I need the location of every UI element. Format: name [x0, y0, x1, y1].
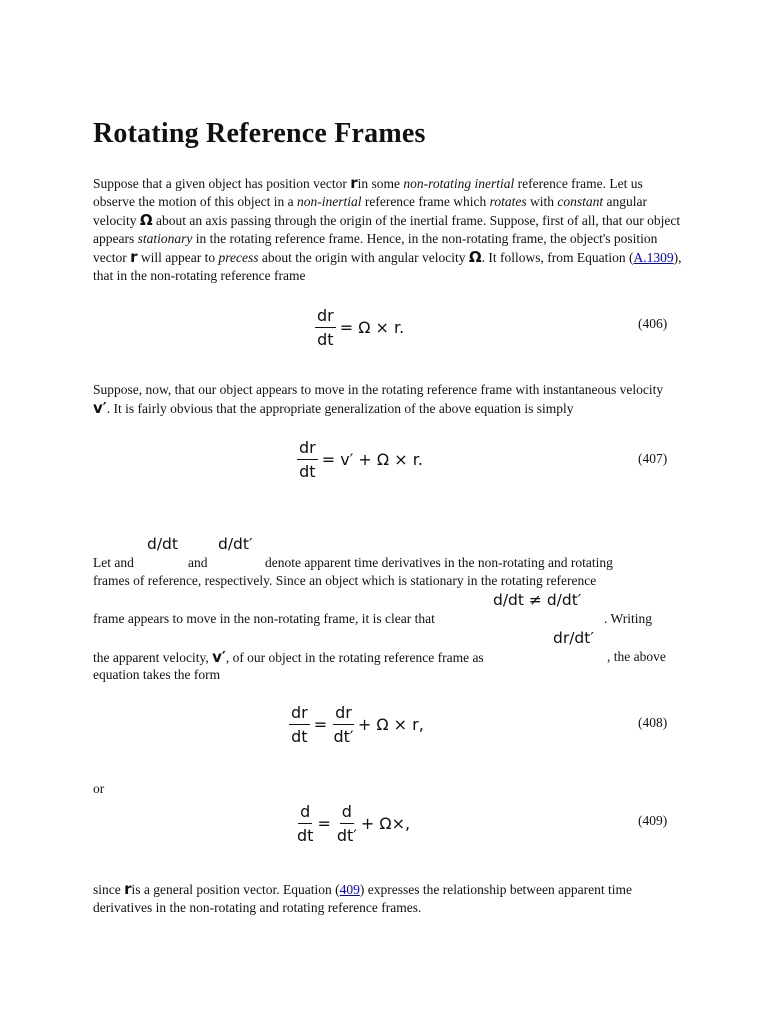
position-vector-symbol: r: [350, 174, 358, 192]
text: with: [526, 194, 558, 209]
equation-link-409[interactable]: 409: [339, 882, 360, 897]
text: in the rotating reference frame. Hence, in the non-rotating frame, the object's position vector: [93, 231, 658, 265]
text: the apparent velocity,: [93, 650, 213, 665]
equals-sign: =: [317, 814, 331, 833]
text: reference frame which: [361, 194, 490, 209]
denominator: dt: [299, 462, 316, 481]
text-line: [93, 648, 484, 667]
text: Suppose that a given object has position vector: [93, 176, 351, 191]
text-line: denote apparent time derivatives in the non-rotating and rotating: [265, 555, 613, 570]
text: . It follows, from Equation (: [481, 250, 634, 265]
text-line: frame appears to move in the non-rotating frame, it is clear that: [93, 611, 435, 626]
text-or: or: [93, 781, 105, 796]
emphasis: constant: [557, 194, 604, 209]
equation-number-407: (407): [638, 451, 668, 466]
math-d-dt-prime: d/dt′: [218, 535, 253, 553]
fraction: [289, 703, 310, 746]
text: since: [93, 882, 125, 897]
text: in some: [357, 176, 404, 191]
text: angular velocity: [93, 194, 648, 228]
omega-symbol: Ω: [468, 248, 482, 266]
denominator: dt: [317, 330, 334, 349]
text-line: [93, 554, 134, 572]
text-line: equation takes the form: [93, 667, 221, 682]
denominator: dt′: [333, 727, 354, 746]
velocity-symbol: v′: [93, 399, 107, 417]
equation-407: [297, 438, 423, 481]
denominator: dt: [291, 727, 308, 746]
text: reference frame. Let us observe the motion of this object in a: [93, 176, 643, 209]
equation-rhs: + Ω×,: [360, 814, 411, 833]
equation-408: [289, 703, 424, 746]
equation-406: [315, 306, 404, 349]
math-d-dt: d/dt: [147, 535, 178, 553]
omega-symbol: Ω: [139, 211, 153, 229]
text-line: , the above: [607, 649, 666, 664]
emphasis: non-inertial: [296, 194, 362, 209]
fraction: [337, 802, 357, 845]
text-line: frames of reference, respectively. Since an object which is stationary in the rotating reference: [93, 573, 597, 588]
paragraph-moving-object: [93, 381, 683, 418]
paragraph-intro: [93, 174, 683, 285]
text: about the origin with angular velocity: [258, 250, 469, 265]
equation-number-406: (406): [638, 316, 668, 331]
text-line: . Writing: [604, 611, 652, 626]
fraction: [333, 703, 354, 746]
text: will appear to: [137, 250, 219, 265]
page-title: Rotating Reference Frames: [93, 118, 426, 149]
text-line: and: [188, 555, 208, 570]
equation-409: [297, 802, 410, 845]
text: Suppose, now, that our object appears to move in the rotating reference frame with instantaneous velocity: [93, 382, 664, 397]
emphasis: non-rotating inertial: [403, 176, 515, 191]
equals-sign: =: [313, 715, 328, 734]
emphasis: rotates: [489, 194, 527, 209]
text: Let and: [93, 555, 134, 570]
text: is a general position vector. Equation (: [131, 882, 340, 897]
equation-number-408: (408): [638, 715, 668, 730]
text: ) expresses the relationship between apparent time derivatives in the non-rotating and rotating reference frames.: [93, 882, 633, 915]
numerator: d: [340, 802, 354, 824]
position-vector-symbol: r: [124, 880, 132, 898]
denominator: dt′: [336, 826, 357, 845]
text: . It is fairly obvious that the appropriate generalization of the above equation is simply: [106, 401, 574, 416]
velocity-symbol: v′: [212, 648, 226, 666]
text: , of our object in the rotating reference frame as: [225, 650, 484, 665]
fraction: [315, 306, 336, 349]
math-dr-dt-prime: dr/dt′: [553, 629, 594, 647]
fraction: [297, 802, 313, 845]
text: about an axis passing through the origin of the inertial frame. Suppose, first of all, that our object appears: [93, 213, 681, 246]
equation-rhs: = Ω × r.: [339, 318, 405, 337]
position-vector-symbol: r: [130, 248, 138, 266]
math-inequality: d/dt ≠ d/dt′: [493, 591, 582, 609]
paragraph-conclusion: [93, 880, 683, 917]
fraction: [297, 438, 318, 481]
equation-rhs: + Ω × r,: [357, 715, 424, 734]
numerator: dr: [333, 703, 354, 725]
numerator: dr: [297, 438, 318, 460]
numerator: dr: [315, 306, 336, 328]
emphasis: stationary: [137, 231, 193, 246]
equation-number-409: (409): [638, 813, 668, 828]
equation-rhs: = v′ + Ω × r.: [321, 450, 423, 469]
text: ), that in the non-rotating reference frame: [93, 250, 682, 283]
denominator: dt: [297, 826, 314, 845]
emphasis: precess: [218, 250, 259, 265]
numerator: dr: [289, 703, 310, 725]
equation-link-a1309[interactable]: A.1309: [633, 250, 674, 265]
numerator: d: [298, 802, 312, 824]
